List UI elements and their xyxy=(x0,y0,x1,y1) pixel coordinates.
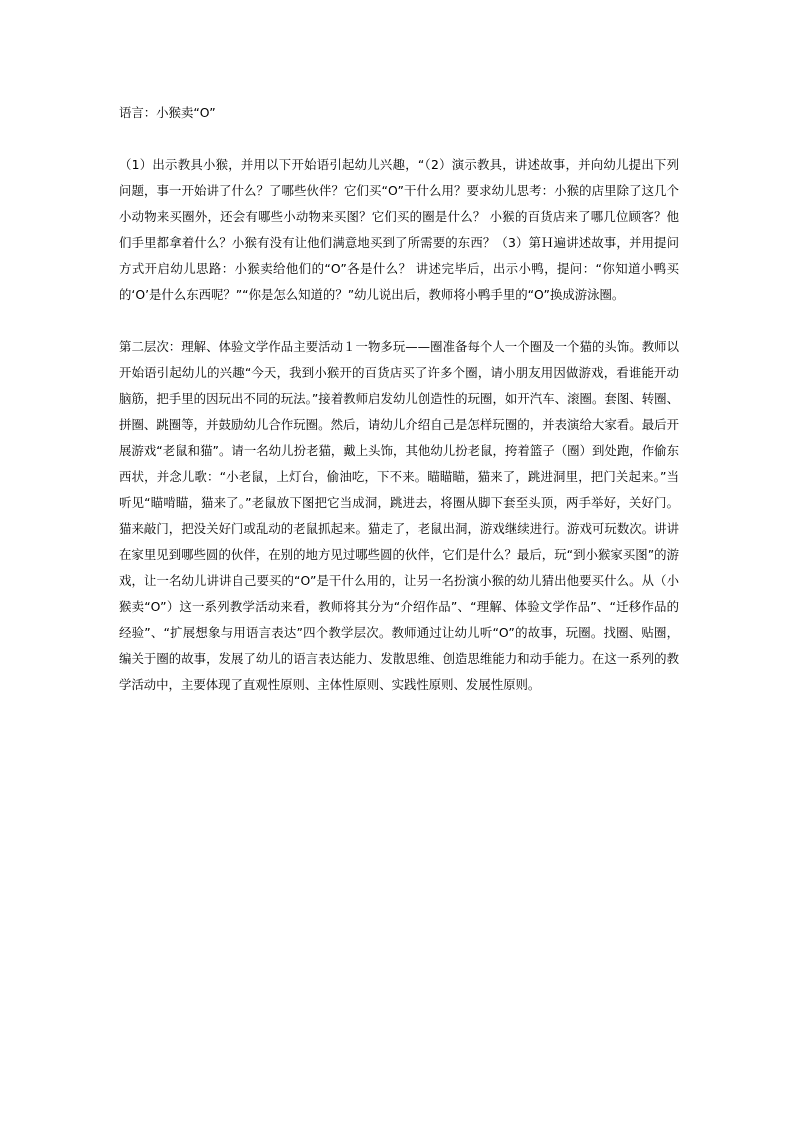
paragraph-second-level: 第二层次：理解、体验文学作品主要活动１一物多玩——圈准备每个人一个圈及一个猫的头饰。教师以开始语引起幼儿的兴趣“今天，我到小猴开的百货店买了许多个圈，请小朋友用因做游戏，看谁能开动脑筋，把手里的因玩出不同的玩法。”接着教师启发幼儿创造性的玩圈，如开汽车、滚圈。套图、转圈、拼圈、跳圈等，并鼓励幼儿合作玩圈。然后，请幼儿介绍自己是怎样玩圈的，并表演给大家看。最后开展游戏“老鼠和猫”。请一名幼儿扮老猫，戴上头饰，其他幼儿扮老鼠，挎着篮子（圈）到处跑，作偷东西状，并念儿歌：“小老鼠，上灯台，偷油吃，下不来。瞄瞄瞄，猫来了，跳进洞里，把门关起来。”当听见“瞄啃瞄，猫来了。”老鼠放下图把它当成洞，跳进去，将圈从脚下套至头顶，两手举好，关好门。猫来敲门，把没关好门或乱动的老鼠抓起来。猫走了，老鼠出洞，游戏继续进行。游戏可玩数次。讲讲在家里见到哪些圆的伙伴，在别的地方见过哪些圆的伙伴，它们是什么？最后，玩“到小猴家买图”的游戏，让一名幼儿讲讲自己要买的“O”是干什么用的，让另一名扮演小猴的幼儿猜出他要买什么。从（小猴卖“O”）这一系列教学活动来看，教师将其分为“介绍作品”、“理解、体验文学作品”、“迁移作品的经验”、“扩展想象与用语言表达”四个教学层次。教师通过让幼儿听“O”的故事，玩圈。找圈、贴圈，编关于圈的故事，发展了幼儿的语言表达能力、发散思维、创造思维能力和动手能力。在这一系列的教学活动中，主要体现了直观性原则、主体性原则、实践性原则、发展性原则。 xyxy=(119,339,679,692)
document-body xyxy=(119,100,679,724)
document-title: 语言：小猴卖“O” xyxy=(119,105,216,120)
paragraph-intro-activity: （1）出示教具小猴，并用以下开始语引起幼儿兴趣，“（2）演示教具，讲述故事，并向幼儿提出下列问题，事一开始讲了什么？了哪些伙伴？它们买“O”干什么用？要求幼儿思考：小猴的店里除了这几个小动物来买圈外，还会有哪些小动物来买图？它们买的圈是什么？ 小猴的百货店来了哪几位顾客？他们手里都拿着什么？小猴有没有让他们满意地买到了所需要的东西？（3）第Ｈ遍讲述故事，并用提问方式开启幼儿思路：小猴卖给他们的“O”各是什么？ 讲述完毕后，出示小鸭，提问：“你知道小鸭买的‘O’是什么东西呢？”“你是怎么知道的？”幼儿说出后，教师将小鸭手里的“O”换成游泳圈。 xyxy=(119,157,679,302)
